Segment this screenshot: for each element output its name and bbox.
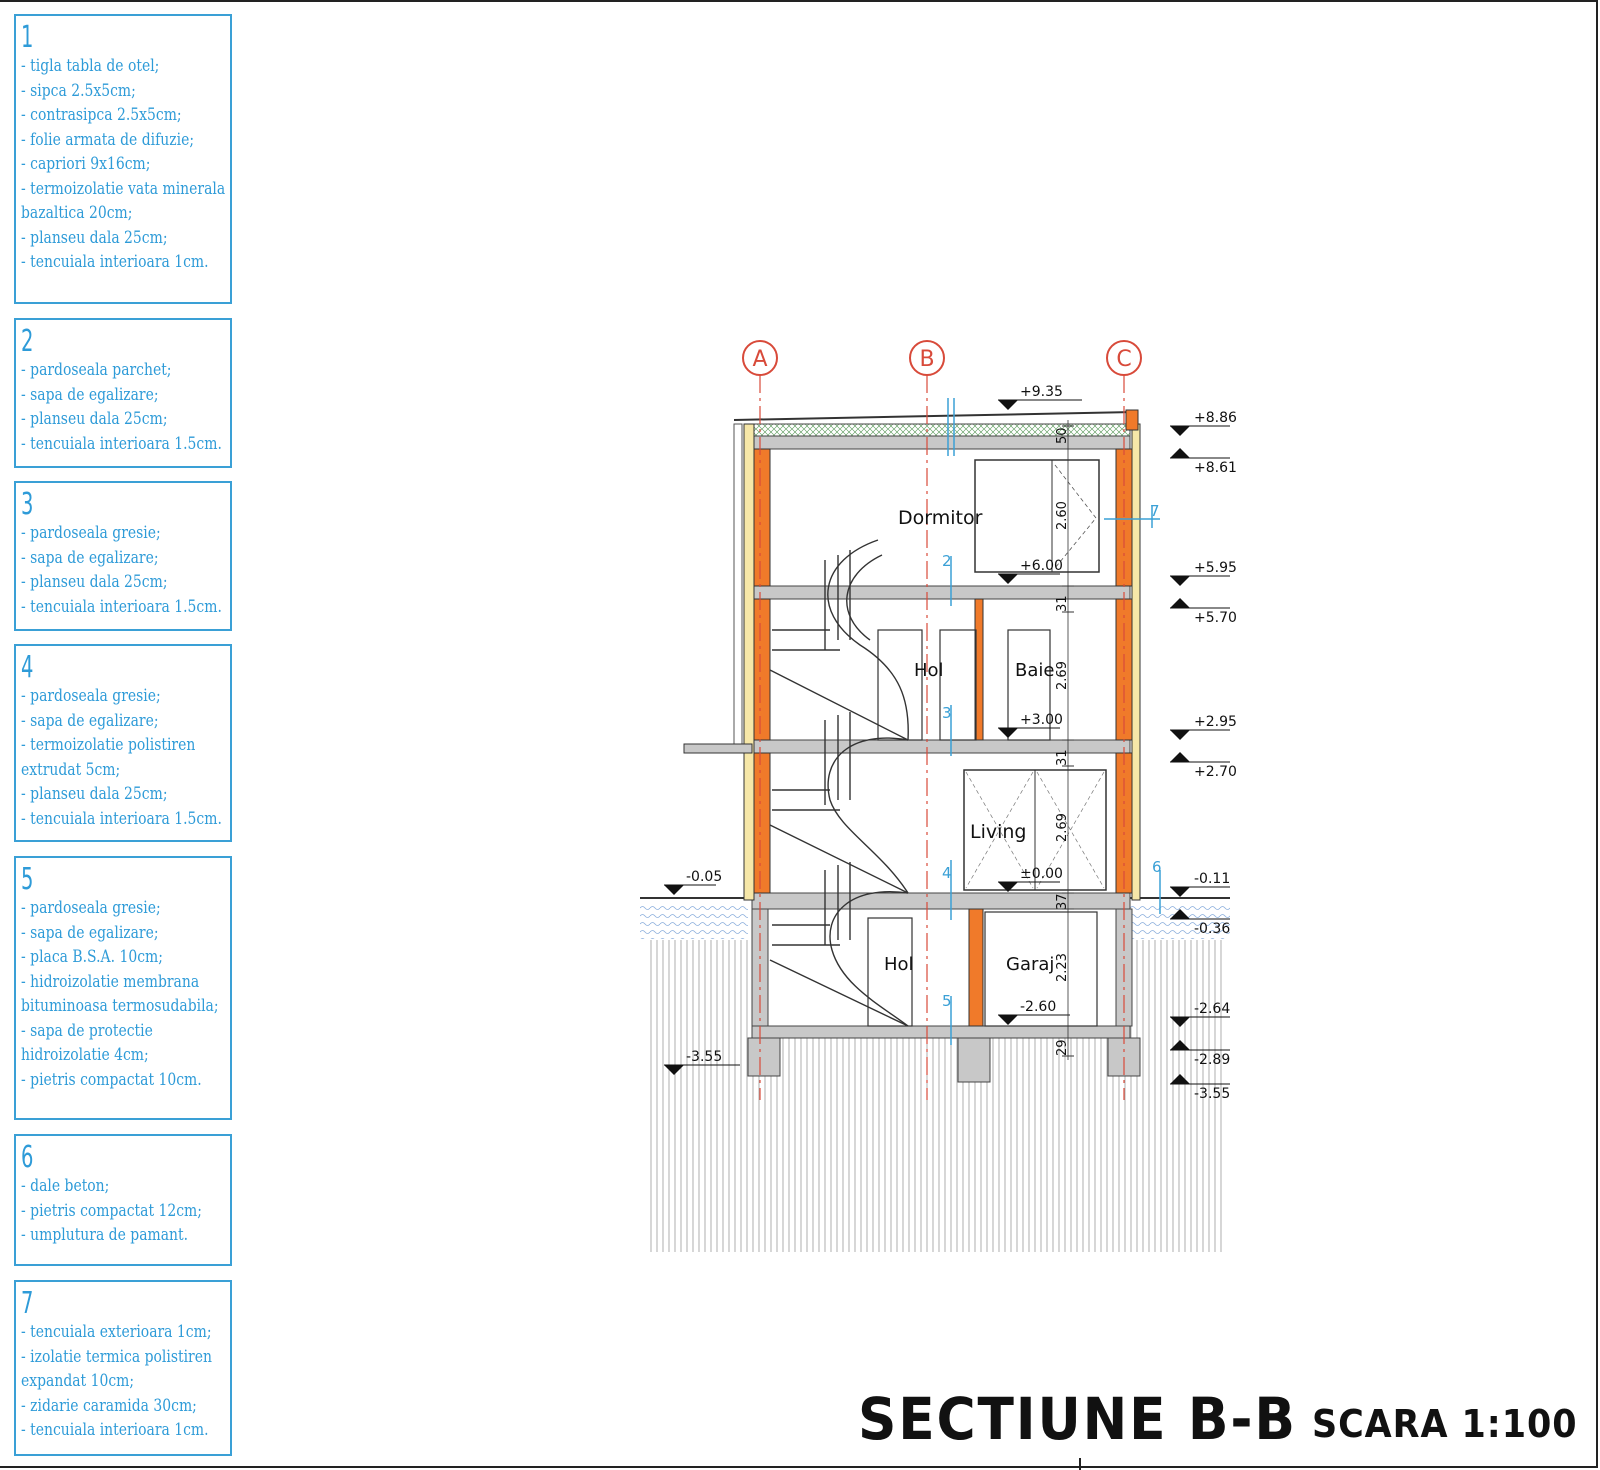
right-level-3: +5.70 [1194, 610, 1237, 626]
spec-line: hidroizolatie 4cm; [21, 1045, 149, 1065]
spec-line: - izolatie termica polistiren [21, 1346, 212, 1367]
spec-line: - termoizolatie polistiren [21, 735, 196, 755]
spec-line: - folie armata de difuzie; [21, 129, 195, 150]
spec-number: 6 [21, 1140, 34, 1175]
spec-line: - planseu dala 25cm; [21, 409, 168, 429]
spec-line: - sipca 2.5x5cm; [21, 80, 136, 101]
dim-29: 29 [1055, 1039, 1070, 1056]
spec-line: bituminoasa termosudabila; [21, 996, 219, 1016]
right-level-1: +8.61 [1194, 460, 1237, 476]
spec-line: - tencuiala interioara 1cm. [21, 1420, 209, 1440]
spec-line: - tencuiala interioara 1cm. [21, 252, 209, 272]
spec-line: - dale beton; [21, 1176, 110, 1196]
dim-223: 2.23 [1055, 953, 1070, 982]
spec-line: - zidarie caramida 30cm; [21, 1395, 197, 1416]
roof-slab [752, 436, 1130, 449]
spec-line: - termoizolatie vata minerala [21, 178, 226, 199]
spec-number: 3 [21, 487, 34, 522]
level-text: -3.55 [686, 1049, 723, 1065]
dim-269b: 2.69 [1055, 813, 1070, 842]
dim-260: 2.60 [1055, 501, 1070, 530]
spec-line: - tencuiala interioara 1.5cm. [21, 596, 222, 617]
spec-line: - sapa de egalizare; [21, 547, 159, 568]
spec-line: - tigla tabla de otel; [21, 56, 160, 76]
drawing-title: SECTIUNE B-B [858, 1385, 1297, 1453]
gravel-layer-left [640, 903, 748, 939]
spec-line: - pardoseala gresie; [21, 523, 161, 543]
spec-line: - sapa de egalizare; [21, 710, 159, 731]
drawing-scale: SCARA 1:100 [1312, 1402, 1578, 1446]
spec-line: - capriori 9x16cm; [21, 154, 151, 174]
spec-tag-5: 5 [942, 992, 952, 1010]
level-text: +3.00 [1020, 712, 1063, 728]
room-label-garaj: Garaj [1006, 954, 1055, 975]
room-label-hol-upper: Hol [914, 660, 944, 681]
spec-tag-2: 2 [942, 552, 952, 570]
spec-line: - planseu dala 25cm; [21, 572, 168, 592]
spec-line: - tencuiala interioara 1.5cm. [21, 433, 222, 454]
spec-line: - pardoseala gresie; [21, 898, 161, 918]
level-text: ±0.00 [1020, 866, 1063, 882]
spec-line: - sapa de egalizare; [21, 384, 159, 405]
gutter-left [734, 424, 742, 744]
spec-line: - planseu dala 25cm; [21, 784, 168, 804]
level-text: -2.60 [1020, 999, 1057, 1015]
spec-number: 5 [21, 862, 34, 897]
spec-number: 2 [21, 324, 34, 359]
room-label-living: Living [970, 821, 1027, 843]
level-marker-roof [998, 384, 1082, 410]
wall-insulation-right [1132, 424, 1140, 900]
right-level-7: -0.36 [1194, 921, 1231, 937]
slab-ground [752, 893, 1130, 909]
slab-basement [752, 1026, 1130, 1038]
right-level-9: -2.89 [1194, 1052, 1231, 1068]
room-label-dormitor: Dormitor [898, 507, 983, 529]
level-marker-ext-left [664, 869, 722, 895]
spec-line: - sapa de protectie [21, 1020, 153, 1041]
right-level-6: -0.11 [1194, 871, 1231, 887]
level-text: +9.35 [1020, 384, 1063, 400]
spec-number: 4 [21, 650, 34, 685]
spec-line: - contrasipca 2.5x5cm; [21, 105, 182, 125]
level-text: +6.00 [1020, 558, 1063, 574]
room-label-baie: Baie [1015, 660, 1055, 681]
spec-tag-6: 6 [1152, 858, 1162, 876]
wall-left-mid [754, 599, 770, 740]
right-level-2: +5.95 [1194, 560, 1237, 576]
dim-269a: 2.69 [1055, 661, 1070, 690]
spec-tag-7: 7 [1150, 502, 1160, 520]
wall-left-upper [754, 449, 770, 586]
parapet-right [1126, 410, 1138, 430]
spec-line: - pardoseala gresie; [21, 686, 161, 706]
roof-sheet [734, 412, 1134, 420]
spec-line: expandat 10cm; [21, 1371, 135, 1391]
dim-31a: 31 [1055, 595, 1070, 612]
spec-line: - pardoseala parchet; [21, 360, 172, 380]
wall-left-lower [754, 753, 770, 893]
right-level-0: +8.86 [1194, 410, 1237, 426]
spec-line: - pietris compactat 12cm; [21, 1200, 202, 1221]
right-level-8: -2.64 [1194, 1001, 1231, 1017]
spec-number: 1 [21, 20, 34, 55]
spec-line: - planseu dala 25cm; [21, 227, 168, 248]
right-level-4: +2.95 [1194, 714, 1237, 730]
room-label-hol-lower: Hol [884, 954, 914, 975]
dim-37: 37 [1055, 893, 1070, 910]
spec-line: - hidroizolatie membrana [21, 971, 200, 992]
slab-floor1 [752, 740, 1130, 753]
axis-label-c: C [1116, 347, 1132, 372]
axis-label-b: B [919, 347, 935, 372]
foundation-a [748, 1038, 780, 1076]
level-text: -0.05 [686, 869, 723, 885]
spec-line: bazaltica 20cm; [21, 203, 133, 223]
axis-label-a: A [752, 347, 768, 372]
dim-31b: 31 [1055, 749, 1070, 766]
dim-50: 50 [1055, 427, 1070, 444]
spec-line: extrudat 5cm; [21, 759, 121, 780]
right-level-10: -3.55 [1194, 1086, 1231, 1102]
spec-line: - tencuiala exterioara 1cm; [21, 1322, 212, 1342]
spec-line: - tencuiala interioara 1.5cm. [21, 808, 222, 829]
balcony-slab [684, 744, 752, 753]
foundation-b [958, 1038, 990, 1082]
spec-line: - placa B.S.A. 10cm; [21, 947, 163, 967]
spec-tag-3: 3 [942, 704, 952, 722]
spec-number: 7 [21, 1286, 34, 1321]
spec-line: - sapa de egalizare; [21, 922, 159, 943]
spec-line: - pietris compactat 10cm. [21, 1069, 202, 1090]
right-level-5: +2.70 [1194, 764, 1237, 780]
slab-floor2 [752, 586, 1130, 599]
spec-tag-4: 4 [942, 864, 952, 882]
wall-insulation-left [744, 424, 754, 900]
interior-wall-garage [969, 909, 983, 1026]
spec-line: - umplutura de pamant. [21, 1225, 189, 1245]
